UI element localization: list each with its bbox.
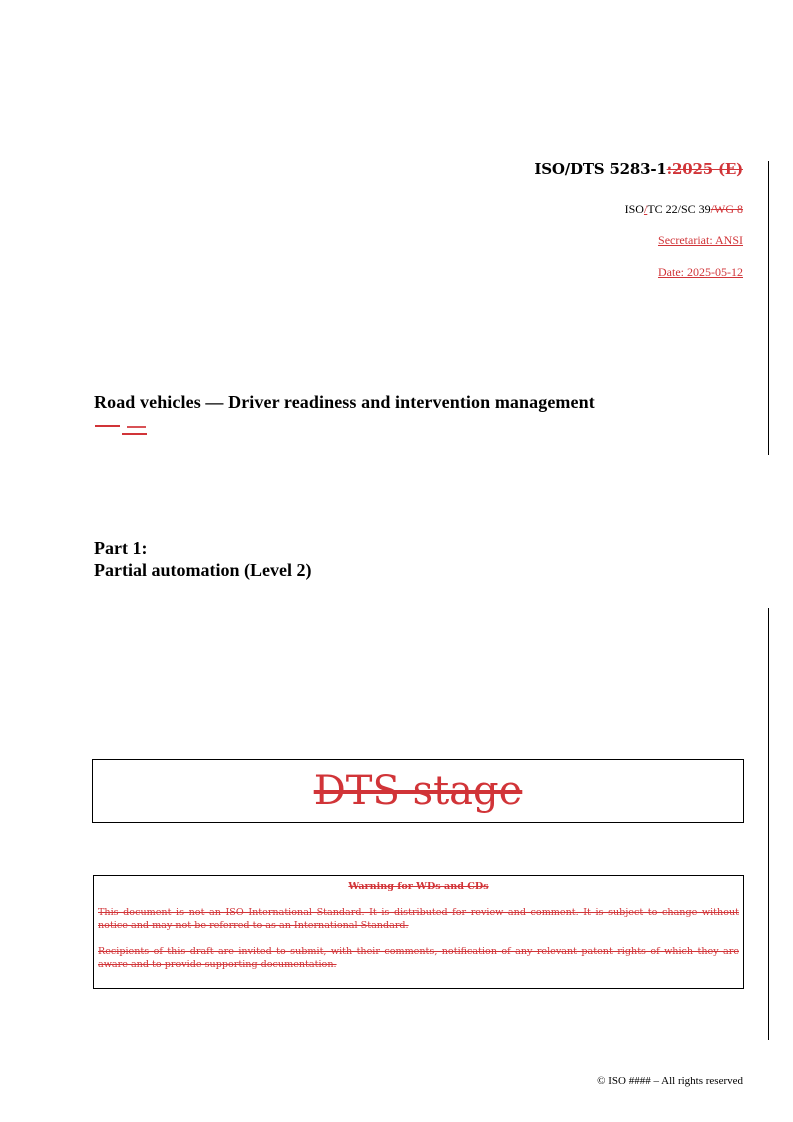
warning-paragraph-2: Recipients of this draft are invited to submit, with their comments, notification of any relevant patent rights of which they are aware and to provide supporting documentation. xyxy=(98,946,739,970)
part-title: Partial automation (Level 2) xyxy=(94,560,312,580)
part-heading xyxy=(94,537,311,581)
doc-id-text: ISO/DTS 5283-1 xyxy=(534,160,667,178)
document-title: Road vehicles — Driver readiness and intervention management xyxy=(94,392,595,412)
warning-title: Warning for WDs and CDs xyxy=(348,881,489,892)
deleted-dash-mark xyxy=(95,425,120,427)
committee-inserted-slash: / xyxy=(643,202,648,216)
change-bar-bottom xyxy=(768,608,769,1040)
committee-reference xyxy=(625,202,743,217)
change-bar-top xyxy=(768,161,769,455)
warning-paragraph-1: This document is not an ISO International Standard. It is distributed for review and comment. It is subject to change without notice and may not be referred to as an International Standard. xyxy=(98,907,739,931)
committee-prefix: ISO xyxy=(624,202,644,216)
doc-id-deleted: :2025 (E) xyxy=(666,160,743,178)
secretariat: Secretariat: ANSI xyxy=(658,233,743,247)
document-identifier xyxy=(534,160,743,178)
committee-deleted-wg: /WG 8 xyxy=(710,202,743,216)
copyright-footer: © ISO #### – All rights reserved xyxy=(597,1075,743,1087)
inserted-dash-mark xyxy=(127,426,146,428)
document-date: Date: 2025-05-12 xyxy=(658,265,743,279)
part-label: Part 1: xyxy=(94,538,148,558)
stage-box xyxy=(92,759,744,823)
stage-label: DTS stage xyxy=(313,768,523,814)
inserted-dash-underline xyxy=(122,433,147,435)
committee-main: TC 22/SC 39 xyxy=(647,202,711,216)
warning-box xyxy=(93,875,744,989)
